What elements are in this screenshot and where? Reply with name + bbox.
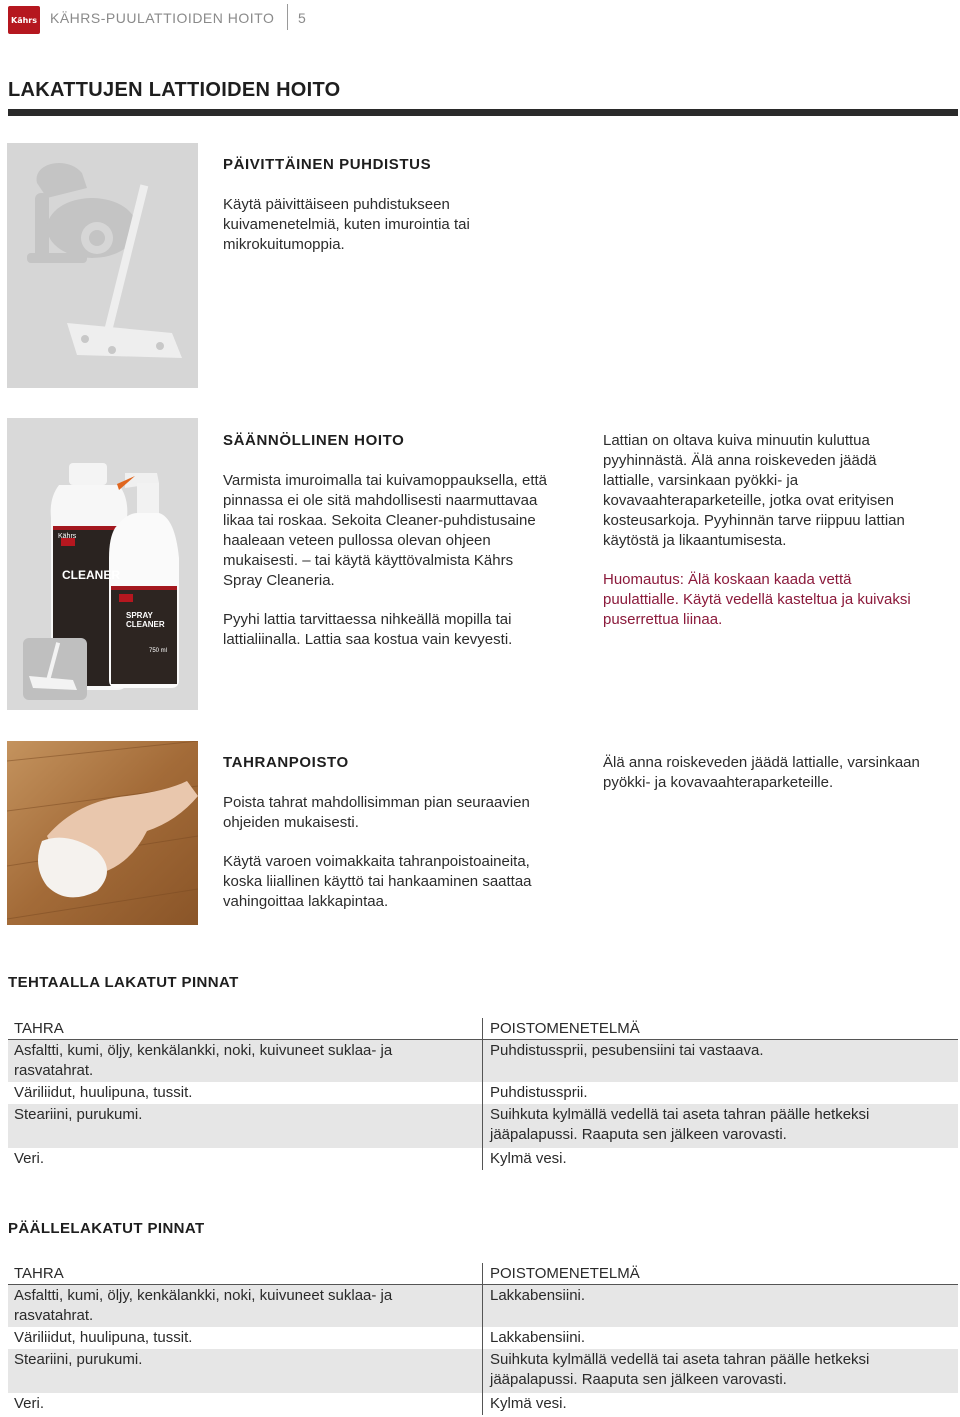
table-row (8, 1040, 958, 1082)
text-line: Puhdistussprii, pesubensiini tai vastaava. (490, 1042, 764, 1059)
hand-wiping-illustration (7, 741, 198, 925)
stain-cell: Väriliidut, huulipuna, tussit. (14, 1329, 193, 1346)
vacuum-mop-icon (7, 143, 198, 388)
text-line: Suihkuta kylmällä vedellä tai aseta tahran päälle hetkeksi (490, 1351, 870, 1368)
text-line: rasvatahrat. (14, 1062, 94, 1079)
table1-header-stain: TAHRA (14, 1020, 64, 1037)
stain-cell: Väriliidut, huulipuna, tussit. (14, 1084, 193, 1101)
table-row (8, 1148, 958, 1170)
stain-cell: Steariini, purukumi. (14, 1106, 143, 1123)
page-title: LAKATTUJEN LATTIOIDEN HOITO (8, 79, 341, 101)
method-cell (490, 1350, 930, 1390)
text-line: Älä anna roiskeveden jäädä lattialle, varsinkaan (603, 754, 920, 771)
spray-label-line: CLEANER (126, 620, 165, 629)
text-line: kovavaahteraparketeille, jotka ovat erityisen (603, 492, 894, 509)
method-cell: Lakkabensiini. (490, 1287, 586, 1304)
table2-title: PÄÄLLELAKATUT PINNAT (8, 1220, 205, 1237)
method-cell (490, 1041, 930, 1061)
text-line: jääpalapussi. Raaputa sen jälkeen varovasti. (490, 1126, 787, 1143)
text-line: Suihkuta kylmällä vedellä tai aseta tahran päälle hetkeksi (490, 1106, 870, 1123)
text-line: pinnassa ei ole sitä mahdollisesti naarmuttavaa (223, 492, 538, 509)
stain-cell: Veri. (14, 1150, 45, 1167)
logo-text: Kährs (11, 15, 37, 25)
title-rule (8, 109, 958, 116)
daily-cleaning-text (223, 195, 470, 255)
cleaner-bottle-label: CLEANER (62, 568, 121, 582)
text-line: pyyhinnästä. Älä anna roiskeveden jäädä (603, 452, 877, 469)
stain-cell (14, 1041, 454, 1081)
text-line: jääpalapussi. Raaputa sen jälkeen varovasti. (490, 1371, 787, 1388)
method-cell: Lakkabensiini. (490, 1329, 586, 1346)
table1-title: TEHTAALLA LAKATUT PINNAT (8, 974, 239, 991)
table2-header-method: POISTOMENETELMÄ (490, 1265, 640, 1282)
stain-cell: Steariini, purukumi. (14, 1351, 143, 1368)
table-row (8, 1104, 958, 1148)
text-line: puserrettua liinaa. (603, 611, 723, 628)
text-line: ohjeiden mukaisesti. (223, 814, 359, 831)
cleaner-bottles-image (7, 418, 198, 710)
text-line: Pyyhi lattia tarvittaessa nihkeällä mopilla tai (223, 611, 512, 628)
method-cell: Puhdistussprii. (490, 1084, 588, 1101)
text-line: kosteusarkoja. Pyyhinnän tarve riippuu lattian (603, 512, 905, 529)
warning-note (603, 570, 911, 630)
table2-header-stain: TAHRA (14, 1265, 64, 1282)
method-cell (490, 1105, 930, 1145)
stain-cell: Veri. (14, 1395, 45, 1412)
spray-bottle-label (126, 611, 165, 629)
stain-removal-caution (223, 852, 532, 912)
bottles-illustration (7, 418, 198, 710)
method-cell: Kylmä vesi. (490, 1150, 567, 1167)
stain-cell (14, 1286, 454, 1326)
text-line: Huomautus: Älä koskaan kaada vettä (603, 571, 852, 588)
text-line: Spray Cleaneria. (223, 572, 335, 589)
daily-cleaning-heading: PÄIVITTÄINEN PUHDISTUS (223, 156, 432, 173)
table2-column-rule (482, 1263, 483, 1415)
text-line: Poista tahrat mahdollisimman pian seuraavien (223, 794, 530, 811)
table-row (8, 1327, 958, 1349)
stain-removal-text (223, 793, 530, 833)
table-row (8, 1082, 958, 1104)
text-line: käytöstä ja likaantumisesta. (603, 532, 787, 549)
text-line: koska liiallinen käyttö tai hankaaminen saattaa (223, 873, 532, 890)
regular-care-right-text (603, 431, 905, 551)
spray-volume: 750 ml (149, 648, 168, 654)
text-line: lattialiinalla. Lattia saa kostua vain kevyesti. (223, 631, 513, 648)
text-line: haaleaan veteen pullossa olevan ohjeen (223, 532, 491, 549)
spray-label-line: SPRAY (126, 611, 153, 620)
text-line: pyökki- ja kovavaahteraparketeille. (603, 774, 834, 791)
method-cell: Kylmä vesi. (490, 1395, 567, 1412)
text-line: Käytä varoen voimakkaita tahranpoistoaineita, (223, 853, 530, 870)
page-number: 5 (298, 10, 306, 26)
regular-care-heading: SÄÄNNÖLLINEN HOITO (223, 432, 405, 449)
table-row (8, 1349, 958, 1393)
text-line: Varmista imuroimalla tai kuivamoppauksella, että (223, 472, 548, 489)
text-line: Käytä päivittäiseen puhdistukseen (223, 196, 450, 213)
text-line: mikrokuitumoppia. (223, 236, 345, 253)
table-row (8, 1285, 958, 1327)
table1-header-method: POISTOMENETELMÄ (490, 1020, 640, 1037)
wiping-floor-image (7, 741, 198, 925)
text-line: likaa tai roskaa. Sekoita Cleaner-puhdistusaine (223, 512, 536, 529)
text-line: rasvatahrat. (14, 1307, 94, 1324)
text-line: puulattialle. Käytä vedellä kasteltua ja kuivaksi (603, 591, 911, 608)
top-lacquered-table (8, 1263, 958, 1415)
header-title: KÄHRS-PUULATTIOIDEN HOITO (50, 10, 275, 26)
header-divider (287, 4, 288, 30)
text-line: Asfaltti, kumi, öljy, kenkälankki, noki, kuivuneet suklaa- ja (14, 1287, 393, 1304)
stain-removal-right-text (603, 753, 920, 793)
text-line: mukaisesti. – tai käytä käyttövalmista Kährs (223, 552, 514, 569)
text-line: Asfaltti, kumi, öljy, kenkälankki, noki, kuivuneet suklaa- ja (14, 1042, 393, 1059)
table-row (8, 1393, 958, 1415)
stain-removal-heading: TAHRANPOISTO (223, 754, 349, 771)
text-line: kuivamenetelmiä, kuten imurointia tai (223, 216, 470, 233)
factory-lacquered-table (8, 1018, 958, 1170)
table1-column-rule (482, 1018, 483, 1170)
text-line: lattialle, varsinkaan pyökki- ja (603, 472, 799, 489)
text-line: Lattian on oltava kuiva minuutin kuluttua (603, 432, 870, 449)
regular-care-text-2 (223, 610, 512, 650)
text-line: vahingoittaa lakkapintaa. (223, 893, 389, 910)
kahrs-logo (8, 6, 40, 34)
regular-care-text (223, 471, 547, 591)
bottle-brand-label: Kährs (58, 533, 77, 540)
vacuum-mop-image (7, 143, 198, 388)
